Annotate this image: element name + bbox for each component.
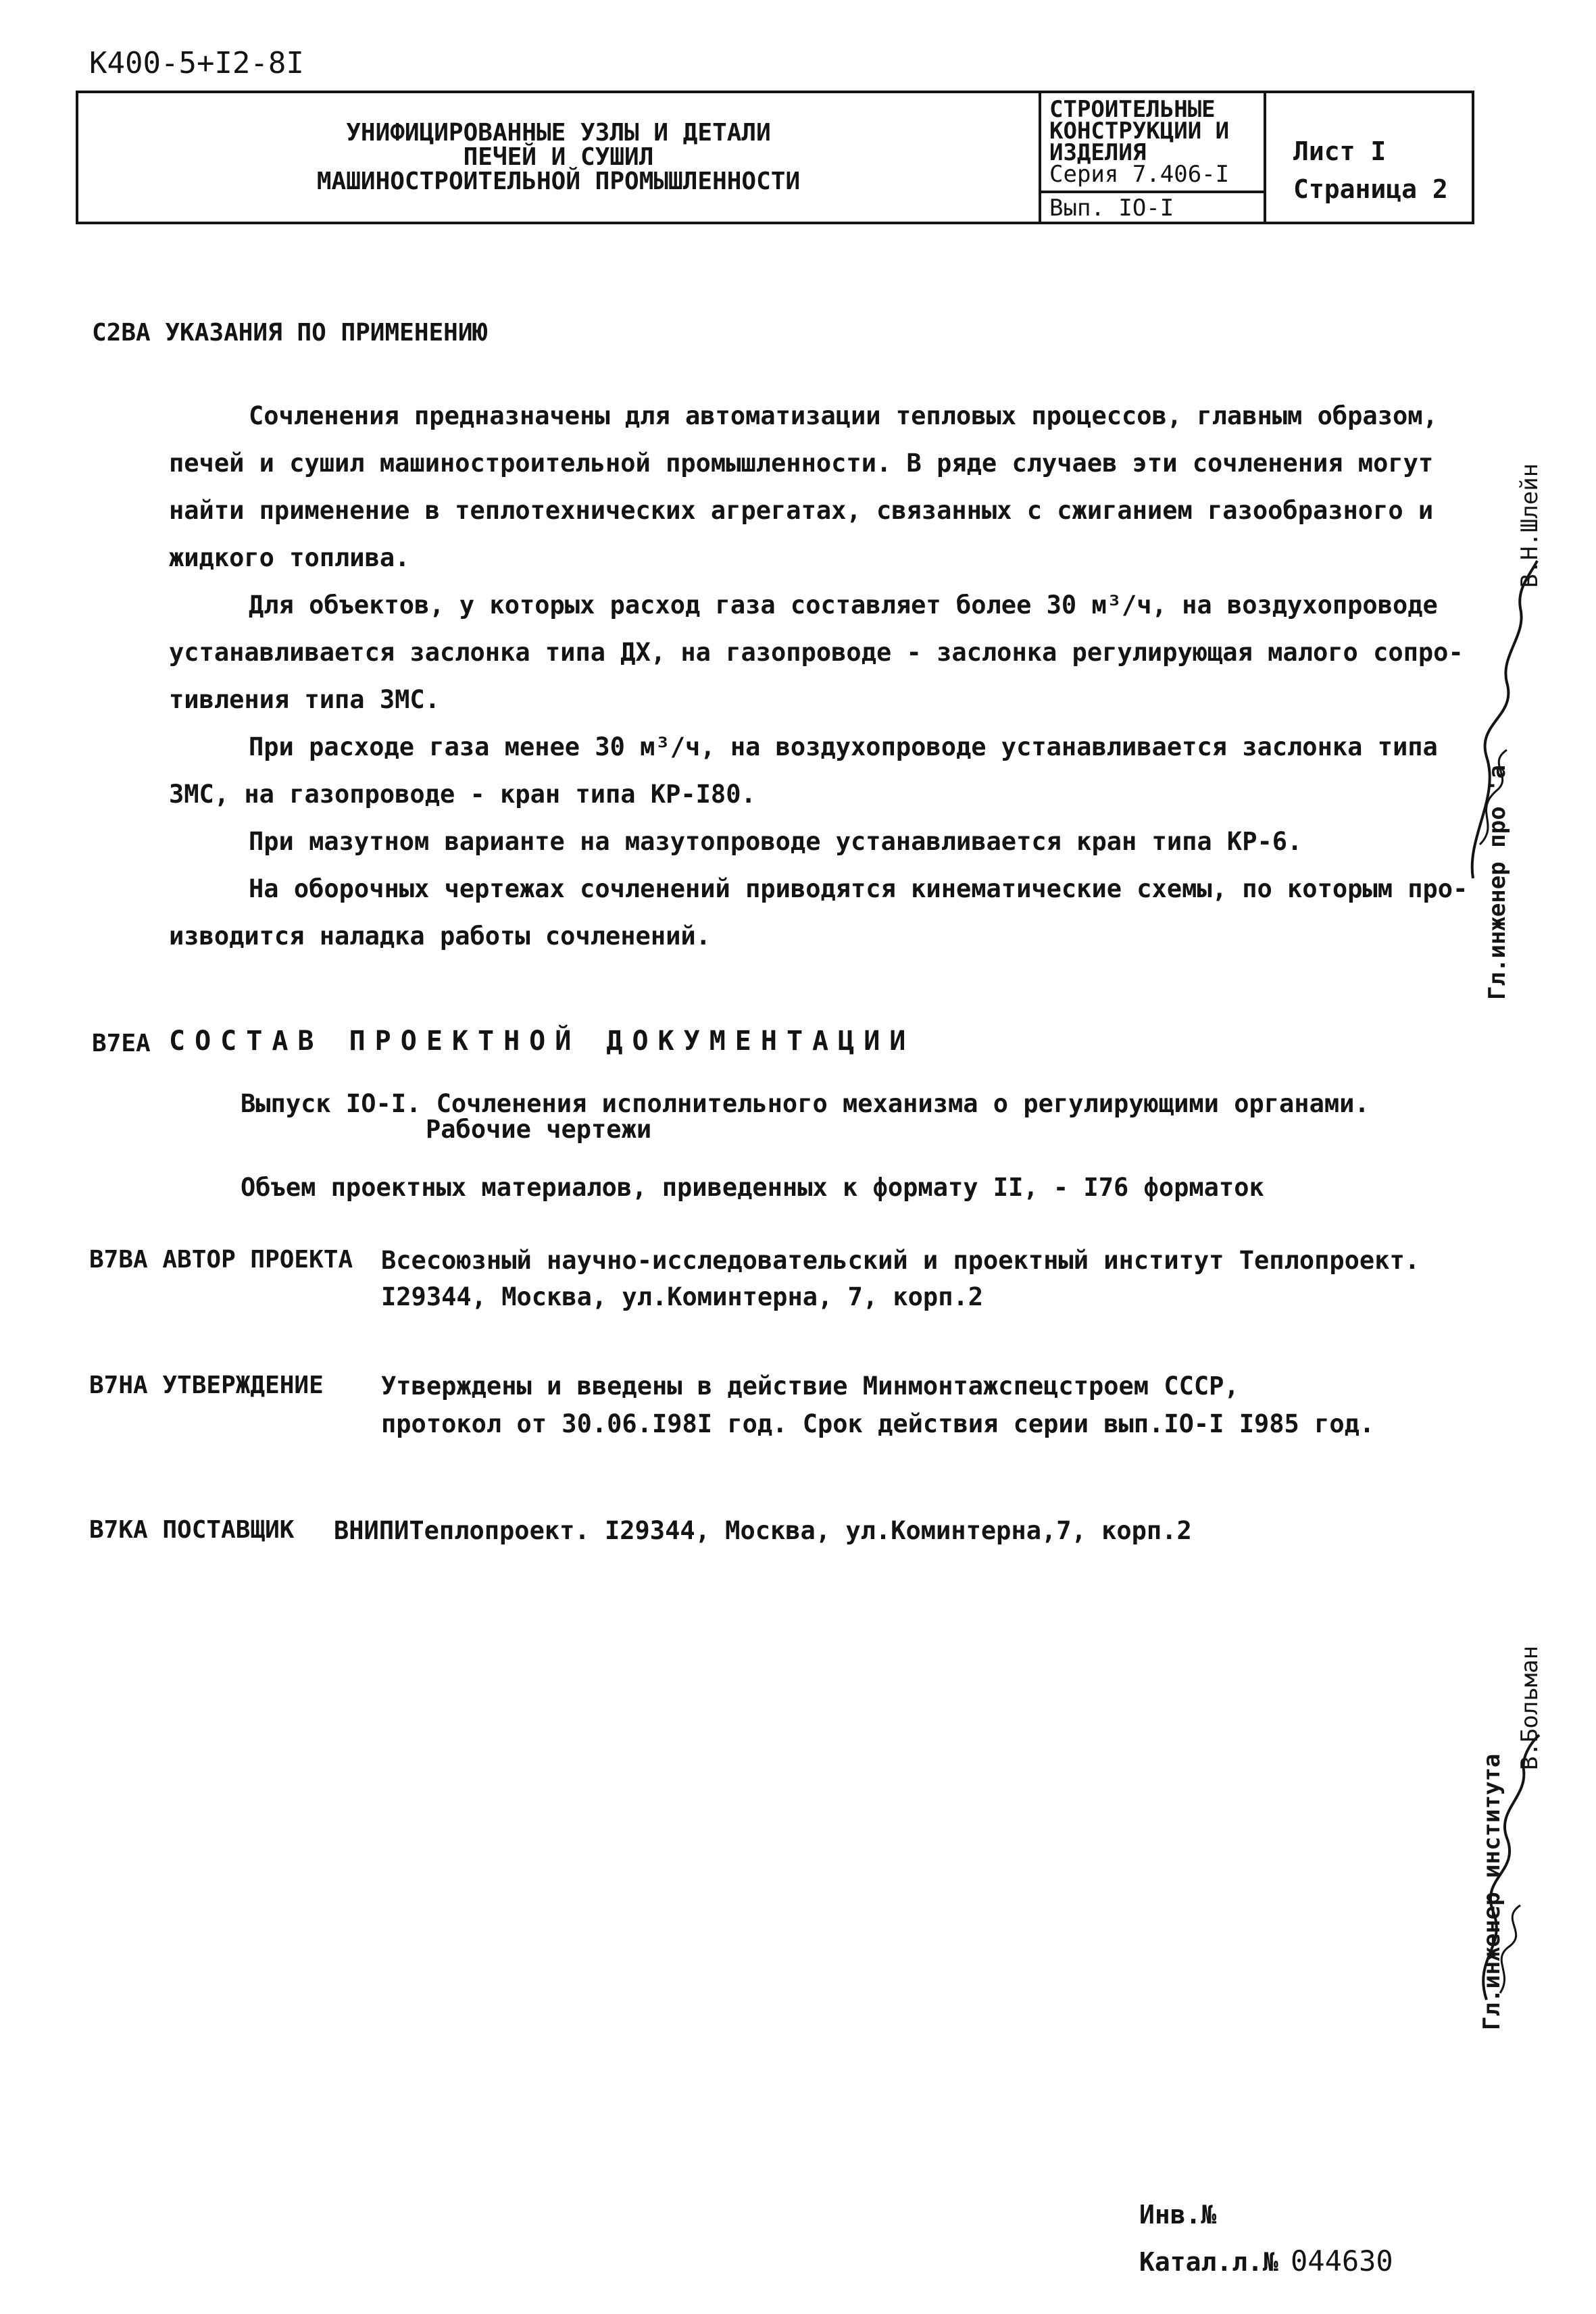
category-line: СТРОИТЕЛЬНЫЕ bbox=[1049, 96, 1216, 123]
usage-line: печей и сушил машиностроительной промышленности. В ряде случаев эти сочленения могут bbox=[169, 449, 1434, 478]
catalog-label: Катал.л.№ bbox=[1139, 2247, 1278, 2277]
approval-line: протокол от 30.06.I98I год. Срок действия серии вып.IO-I I985 год. bbox=[381, 1409, 1375, 1438]
inventory-label: Инв.№ bbox=[1139, 2200, 1217, 2230]
title-block-category bbox=[1041, 93, 1266, 222]
approval-label: В7НА УТВЕРЖДЕНИЕ bbox=[89, 1372, 324, 1399]
composition-volume: Объем проектных материалов, приведенных к формату II, - I76 форматок bbox=[241, 1173, 1264, 1202]
series-label: Серия 7.406-I bbox=[1049, 161, 1230, 188]
signer1-signature bbox=[1460, 554, 1547, 892]
usage-line: Для объектов, у которых расход газа составляет более 30 м³/ч, на воздухопроводе bbox=[249, 590, 1438, 620]
title-block bbox=[76, 91, 1474, 224]
approval-line: Утверждены и введены в действие Минмонтажспецстроем СССР, bbox=[381, 1372, 1239, 1401]
supplier-label: В7КА ПОСТАВЩИК bbox=[89, 1516, 295, 1544]
usage-heading: С2ВА УКАЗАНИЯ ПО ПРИМЕНЕНИЮ bbox=[92, 319, 488, 347]
signer1-name: В.Н.Шлейн bbox=[1516, 463, 1543, 588]
signer2-role: Гл.инженер института bbox=[1478, 1753, 1505, 2030]
issue-label: Вып. IO-I bbox=[1049, 195, 1174, 222]
title-line: УНИФИЦИРОВАННЫЕ УЗЛЫ И ДЕТАЛИ bbox=[346, 119, 771, 147]
signer1-role: Гл.инженер про 'а bbox=[1484, 765, 1511, 1000]
usage-line: На оборочных чертежах сочленений приводятся кинематические схемы, по которым про- bbox=[249, 874, 1468, 903]
usage-line: ЗМС, на газопроводе - кран типа КР-I80. bbox=[169, 780, 756, 809]
document-code: К400-5+I2-8I bbox=[89, 46, 304, 80]
category-line: КОНСТРУКЦИИ И bbox=[1049, 118, 1230, 145]
sheet-label: Лист I bbox=[1293, 136, 1387, 166]
page-label: Страница 2 bbox=[1293, 174, 1448, 204]
author-label: В7ВА АВТОР ПРОЕКТА bbox=[89, 1246, 353, 1274]
usage-line: При мазутном варианте на мазутопроводе устанавливается кран типа КР-6. bbox=[249, 827, 1303, 856]
supplier-text: ВНИПИТеплопроект. I29344, Москва, ул.Коминтерна,7, корп.2 bbox=[334, 1516, 1192, 1545]
signer2-name: В.Больман bbox=[1516, 1645, 1543, 1770]
category-line: ИЗДЕЛИЯ bbox=[1049, 139, 1147, 166]
author-line: I29344, Москва, ул.Коминтерна, 7, корп.2 bbox=[381, 1282, 984, 1311]
catalog-number: 044630 bbox=[1291, 2244, 1393, 2278]
usage-line: Сочленения предназначены для автоматизации тепловых процессов, главным образом, bbox=[249, 401, 1438, 430]
composition-code: В7ЕА bbox=[92, 1030, 151, 1057]
composition-issue-sub: Рабочие чертежи bbox=[426, 1115, 652, 1144]
composition-heading: СОСТАВ ПРОЕКТНОЙ ДОКУМЕНТАЦИИ bbox=[169, 1026, 916, 1057]
title-block-sheet bbox=[1266, 93, 1474, 222]
title-line: МАШИНОСТРОИТЕЛЬНОЙ ПРОМЫШЛЕННОСТИ bbox=[316, 168, 801, 195]
composition-issue: Выпуск IO-I. Сочленения исполнительного механизма о регулирующими органами. bbox=[241, 1089, 1370, 1118]
usage-line: При расходе газа менее 30 м³/ч, на воздухопроводе устанавливается заслонка типа bbox=[249, 732, 1438, 761]
usage-line: устанавливается заслонка типа ДХ, на газопроводе - заслонка регулирующая малого сопро- bbox=[169, 638, 1464, 667]
usage-line: изводится наладка работы сочленений. bbox=[169, 922, 711, 951]
usage-line: найти применение в теплотехнических агрегатах, связанных с сжиганием газообразного и bbox=[169, 496, 1434, 525]
title-block-name bbox=[78, 93, 1041, 222]
signer2-signature bbox=[1460, 1730, 1547, 2013]
author-line: Всесоюзный научно-исследовательский и проектный институт Теплопроект. bbox=[381, 1246, 1420, 1275]
title-line: ПЕЧЕЙ И СУШИЛ bbox=[463, 143, 654, 171]
usage-line: жидкого топлива. bbox=[169, 543, 410, 572]
usage-line: тивления типа ЗМС. bbox=[169, 685, 440, 714]
